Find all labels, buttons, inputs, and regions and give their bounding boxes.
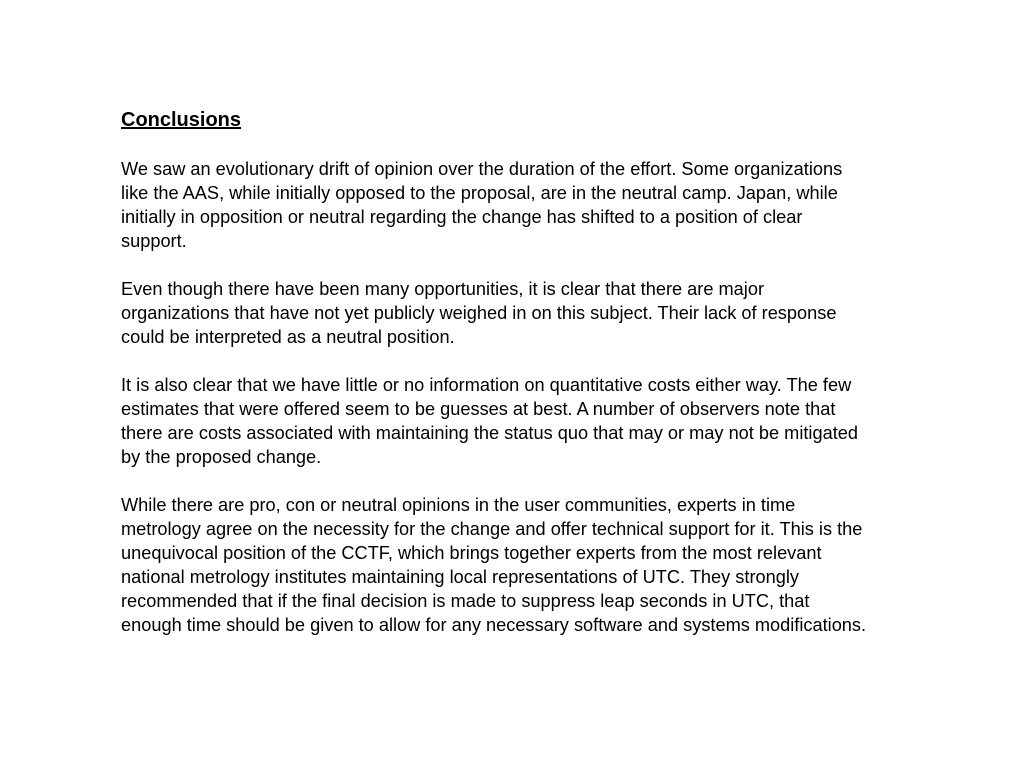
- paragraph-missing-organizations: Even though there have been many opportunities, it is clear that there are major organizations that have not yet publicly weighed in on this subject. Their lack of response could be interpreted as a neutral position.: [121, 279, 837, 347]
- slide-heading: Conclusions: [121, 109, 242, 131]
- spacer: [121, 469, 981, 493]
- spacer: [121, 133, 981, 157]
- paragraph-expert-position: While there are pro, con or neutral opinions in the user communities, experts in time metrology agree on the necessity for the change and offer technical support for it. This is the unequivocal position of the CCTF, which brings together experts from the most relevant national metrology institutes maintaining local representations of UTC. They strongly recommended that if the final decision is made to suppress leap seconds in UTC, that enough time should be given to allow for any necessary software and systems modifications.: [121, 495, 867, 635]
- paragraph-costs: It is also clear that we have little or no information on quantitative costs either way. The few estimates that were offered seem to be guesses at best. A number of observers note that there are costs associated with maintaining the status quo that may or may not be mitigated by the proposed change.: [121, 375, 858, 467]
- spacer: [121, 253, 981, 277]
- slide-content: [121, 107, 981, 637]
- spacer: [121, 349, 981, 373]
- paragraph-opinion-drift: We saw an evolutionary drift of opinion over the duration of the effort. Some organizations like the AAS, while initially opposed to the proposal, are in the neutral camp. Japan, while initially in opposition or neutral regarding the change has shifted to a position of clear support.: [121, 159, 843, 251]
